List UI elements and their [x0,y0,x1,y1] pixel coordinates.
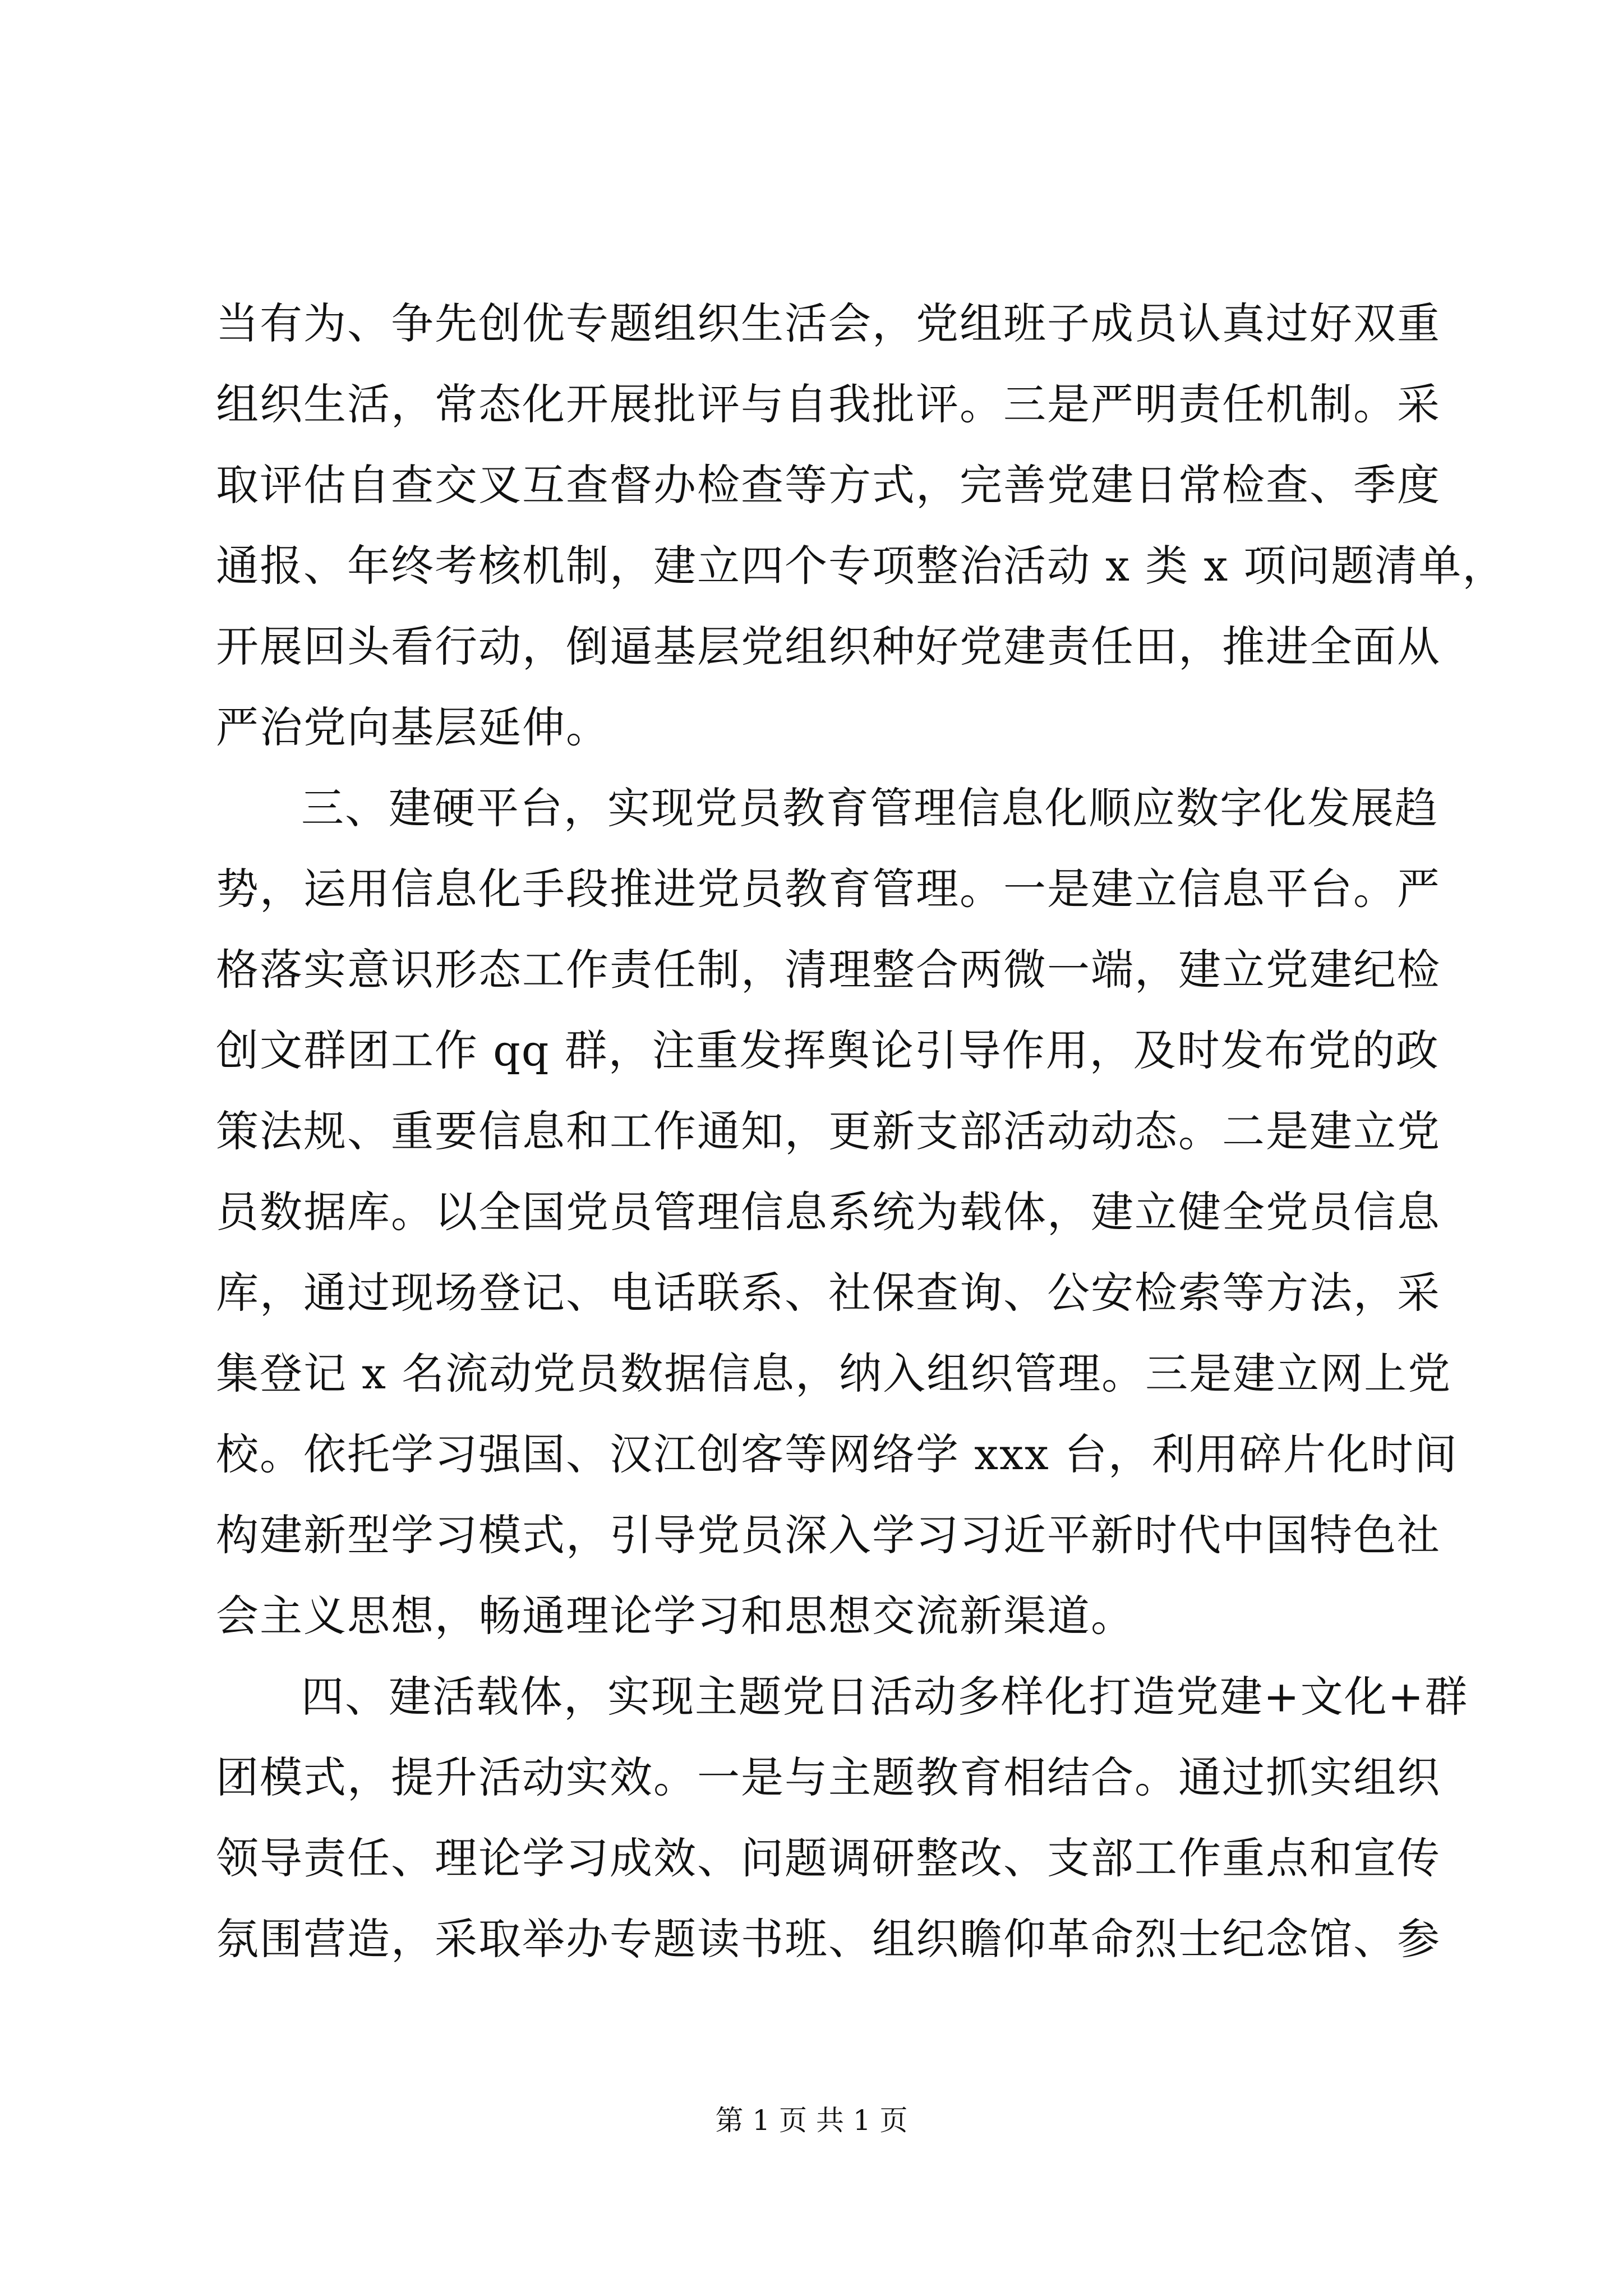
page-footer: 第 1 页 共 1 页 [715,2104,908,2137]
text-line: 氛围营造，采取举办专题读书班、组织瞻仰革命烈士纪念馆、参 [216,1914,1441,1964]
text-line: 通报、年终考核机制，建立四个专项整治活动 x 类 x 项问题清单， [216,541,1506,591]
text-line: 策法规、重要信息和工作通知，更新支部活动动态。二是建立党 [216,1106,1441,1156]
text-line: 创文群团工作 qq 群，注重发挥舆论引导作用，及时发布党的政 [216,1025,1440,1075]
text-line: 当有为、争先创优专题组织生活会，党组班子成员认真过好双重 [216,298,1441,348]
text-line: 组织生活，常态化开展批评与自我批评。三是严明责任机制。采 [216,379,1441,429]
text-line: 校。依托学习强国、汉江创客等网络学 xxx 台，利用碎片化时间 [216,1429,1458,1479]
text-line: 严治党向基层延伸。 [216,702,610,752]
text-line: 员数据库。以全国党员管理信息系统为载体，建立健全党员信息 [216,1187,1441,1237]
text-line: 取评估自查交叉互查督办检查等方式，完善党建日常检查、季度 [216,460,1441,510]
text-line: 库，通过现场登记、电话联系、社保查询、公安检索等方法，采 [216,1268,1441,1318]
text-line: 团模式，提升活动实效。一是与主题教育相结合。通过抓实组织 [216,1752,1441,1802]
text-line: 会主义思想，畅通理论学习和思想交流新渠道。 [216,1591,1135,1641]
text-line: 格落实意识形态工作责任制，清理整合两微一端，建立党建纪检 [216,945,1441,995]
text-line: 集登记 x 名流动党员数据信息，纳入组织管理。三是建立网上党 [216,1349,1452,1398]
document-body [216,283,1506,1980]
paragraph-heading-line: 三、建硬平台，实现党员教育管理信息化顺应数字化发展趋 [301,783,1438,833]
text-line: 势，运用信息化手段推进党员教育管理。一是建立信息平台。严 [216,864,1441,914]
paragraph-heading-line: 四、建活载体，实现主题党日活动多样化打造党建+文化+群 [301,1672,1469,1722]
text-line: 开展回头看行动，倒逼基层党组织种好党建责任田，推进全面从 [216,622,1441,671]
text-line: 领导责任、理论学习成效、问题调研整改、支部工作重点和宣传 [216,1833,1441,1883]
text-line: 构建新型学习模式，引导党员深入学习习近平新时代中国特色社 [216,1510,1441,1560]
